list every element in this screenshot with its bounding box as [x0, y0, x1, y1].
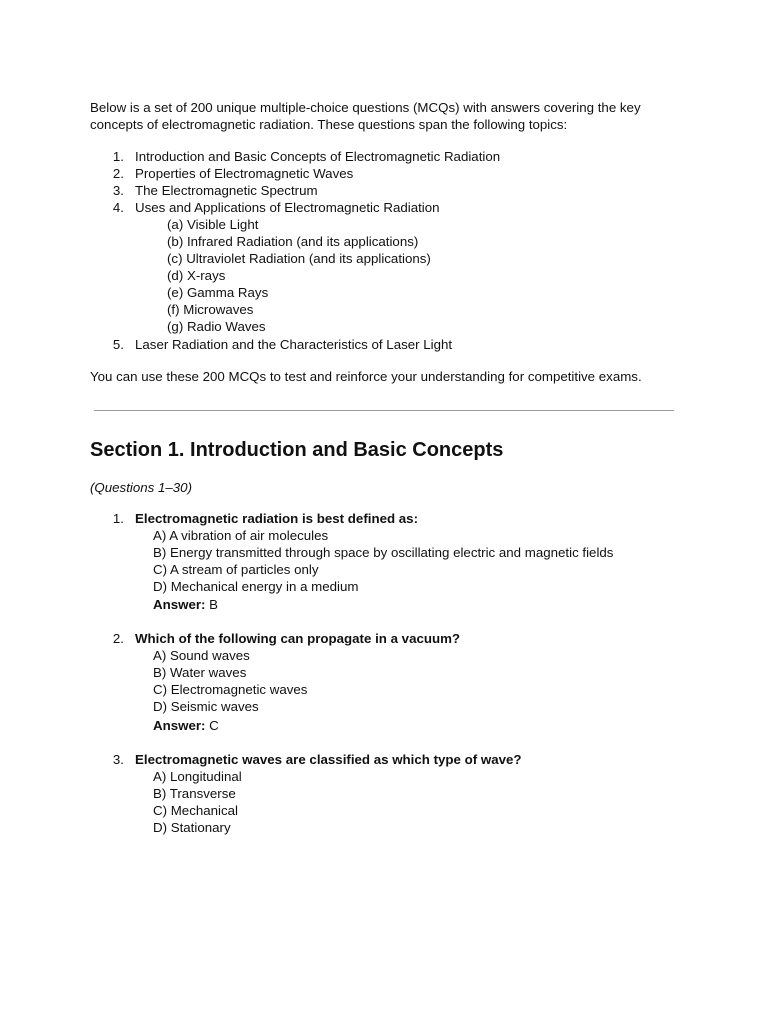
topic-number: 3. [112, 183, 124, 198]
answer-label: Answer: [153, 597, 206, 612]
answer-value: C [209, 718, 219, 733]
answer-line [153, 717, 219, 734]
subtopic-item: (a) Visible Light [167, 217, 259, 232]
answer-label: Answer: [153, 718, 206, 733]
answer-option: B) Energy transmitted through space by oscillating electric and magnetic fields [153, 545, 614, 560]
topic-item: The Electromagnetic Spectrum [135, 183, 318, 198]
intro-line-1: Below is a set of 200 unique multiple-choice questions (MCQs) with answers covering the key [90, 100, 641, 115]
question-text: Electromagnetic radiation is best defined as: [135, 511, 419, 526]
question-number: 3. [112, 752, 124, 767]
answer-option: A) A vibration of air molecules [153, 528, 329, 543]
answer-option: D) Seismic waves [153, 699, 259, 714]
topic-item: Uses and Applications of Electromagnetic Radiation [135, 200, 440, 215]
answer-option: C) Electromagnetic waves [153, 682, 308, 697]
topic-number: 1. [112, 149, 124, 164]
topic-item: Laser Radiation and the Characteristics of Laser Light [135, 337, 453, 352]
outro-text: You can use these 200 MCQs to test and reinforce your understanding for competitive exams. [90, 369, 642, 384]
intro-line-2: concepts of electromagnetic radiation. These questions span the following topics: [90, 117, 568, 132]
topic-number: 5. [112, 337, 124, 352]
subtopic-item: (d) X-rays [167, 268, 226, 283]
section-title: Section 1. Introduction and Basic Concepts [90, 439, 504, 461]
subtopic-item: (f) Microwaves [167, 302, 254, 317]
answer-value: B [209, 597, 219, 612]
answer-option: C) A stream of particles only [153, 562, 319, 577]
subtopic-item: (e) Gamma Rays [167, 285, 269, 300]
answer-option: C) Mechanical [153, 803, 238, 818]
topic-number: 2. [112, 166, 124, 181]
answer-option: A) Sound waves [153, 648, 250, 663]
answer-option: B) Transverse [153, 786, 236, 801]
subtopic-item: (b) Infrared Radiation (and its applications) [167, 234, 419, 249]
question-text: Which of the following can propagate in a vacuum? [135, 631, 461, 646]
question-number: 2. [112, 631, 124, 646]
answer-option: D) Stationary [153, 820, 231, 835]
answer-option: B) Water waves [153, 665, 247, 680]
topic-number: 4. [112, 200, 124, 215]
answer-option: D) Mechanical energy in a medium [153, 579, 359, 594]
topic-item: Properties of Electromagnetic Waves [135, 166, 354, 181]
question-text: Electromagnetic waves are classified as which type of wave? [135, 752, 522, 767]
question-number: 1. [112, 511, 124, 526]
answer-option: A) Longitudinal [153, 769, 242, 784]
subtopic-item: (c) Ultraviolet Radiation (and its applications) [167, 251, 431, 266]
topic-item: Introduction and Basic Concepts of Electromagnetic Radiation [135, 149, 501, 164]
subtopic-item: (g) Radio Waves [167, 319, 266, 334]
answer-line [153, 596, 218, 613]
section-question-range: (Questions 1–30) [90, 480, 192, 495]
horizontal-divider [94, 410, 674, 411]
